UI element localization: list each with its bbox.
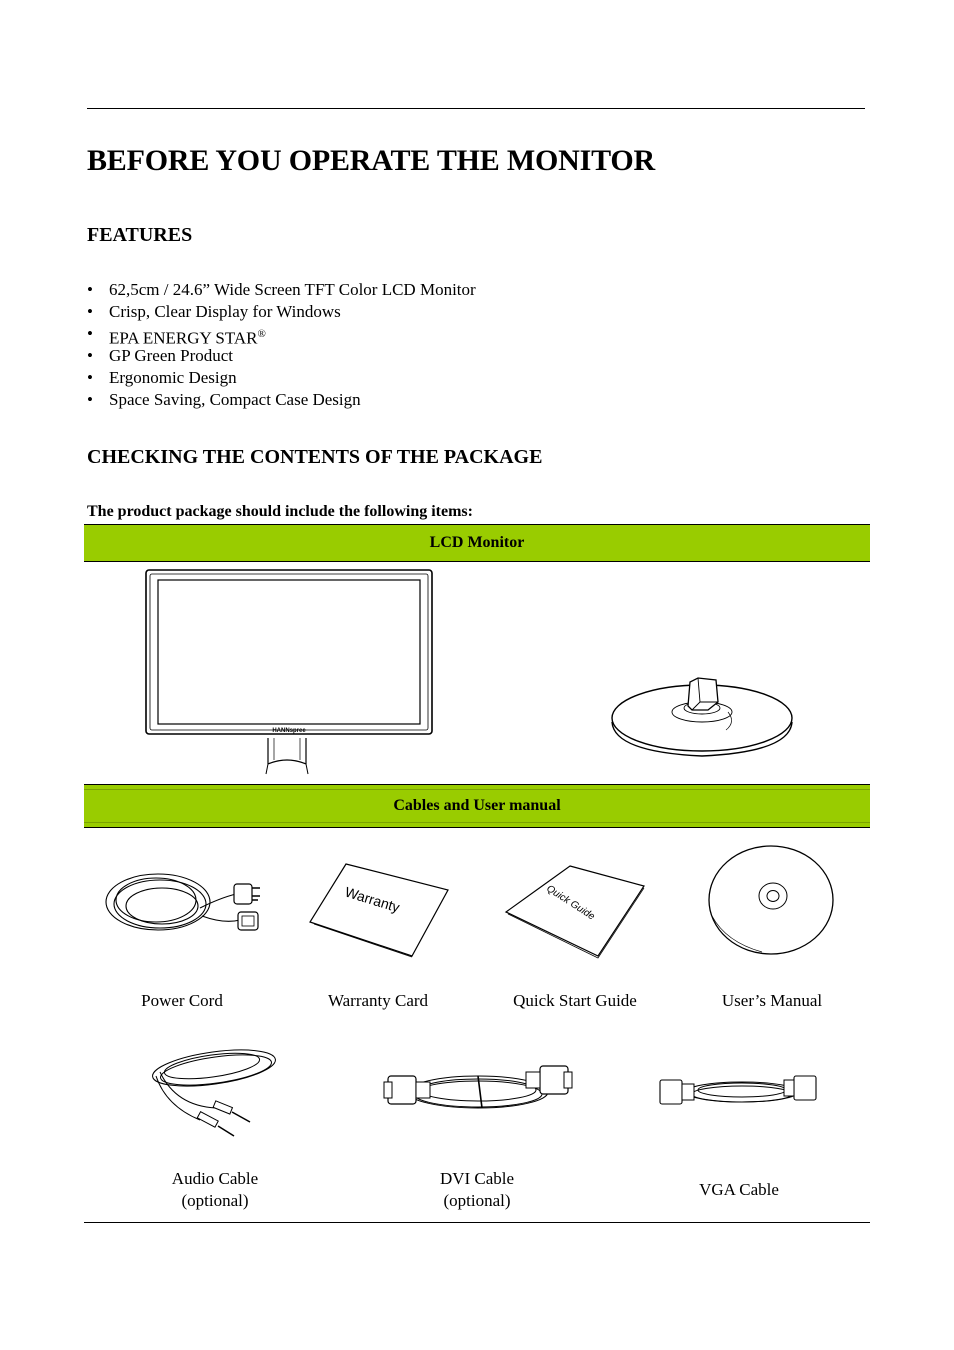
vga-cable-label: VGA Cable (699, 1180, 779, 1199)
list-item: • Crisp, Clear Display for Windows (87, 302, 341, 321)
registered-mark: ® (257, 328, 266, 340)
cd-disc-illustration (706, 846, 836, 958)
bullet: • (87, 280, 93, 299)
warranty-card-text: Warranty (343, 883, 402, 916)
monitor-base-illustration (608, 672, 798, 782)
list-item: • Ergonomic Design (87, 368, 237, 387)
dvi-cable-label: DVI Cable (optional) (439, 1169, 515, 1210)
dvi-cable-illustration (382, 1060, 574, 1122)
warranty-card-illustration (306, 860, 452, 960)
top-rule (87, 108, 865, 109)
audio-cable-illustration (146, 1046, 282, 1140)
vga-cable-illustration (656, 1066, 822, 1116)
bottom-rule (84, 1222, 870, 1223)
bullet: • (87, 368, 93, 387)
page-title: BEFORE YOU OPERATE THE MONITOR (87, 144, 655, 177)
quick-start-guide-label: Quick Start Guide (513, 991, 637, 1010)
package-intro: The product package should include the following items: (87, 503, 473, 520)
cables-manual-band (84, 784, 870, 828)
power-cord-illustration (100, 858, 266, 956)
lcd-monitor-illustration (140, 566, 440, 778)
features-heading: FEATURES (87, 224, 193, 246)
list-item: • 62,5cm / 24.6” Wide Screen TFT Color LCD Monitor (87, 280, 476, 299)
power-cord-label: Power Cord (141, 991, 223, 1010)
audio-cable-label: Audio Cable (optional) (171, 1169, 259, 1210)
quick-guide-text: Quick Guide (544, 883, 597, 923)
bullet: • (87, 390, 93, 409)
users-manual-label: User’s Manual (721, 991, 823, 1010)
quick-guide-illustration (502, 862, 648, 962)
lcd-monitor-band (84, 524, 870, 562)
bullet: • (87, 346, 93, 365)
band-label: LCD Monitor (429, 534, 525, 551)
list-item: • EPA ENERGY STAR® (87, 324, 266, 348)
features-list (87, 279, 476, 411)
warranty-card-label: Warranty Card (327, 991, 429, 1010)
package-heading: CHECKING THE CONTENTS OF THE PACKAGE (87, 446, 543, 468)
bullet: • (87, 302, 93, 321)
band-label: Cables and User manual (393, 797, 561, 814)
bullet: • (87, 324, 93, 343)
list-item: • Space Saving, Compact Case Design (87, 390, 361, 409)
list-item: • GP Green Product (87, 346, 234, 365)
monitor-brand-label: HANNspree (272, 728, 306, 734)
